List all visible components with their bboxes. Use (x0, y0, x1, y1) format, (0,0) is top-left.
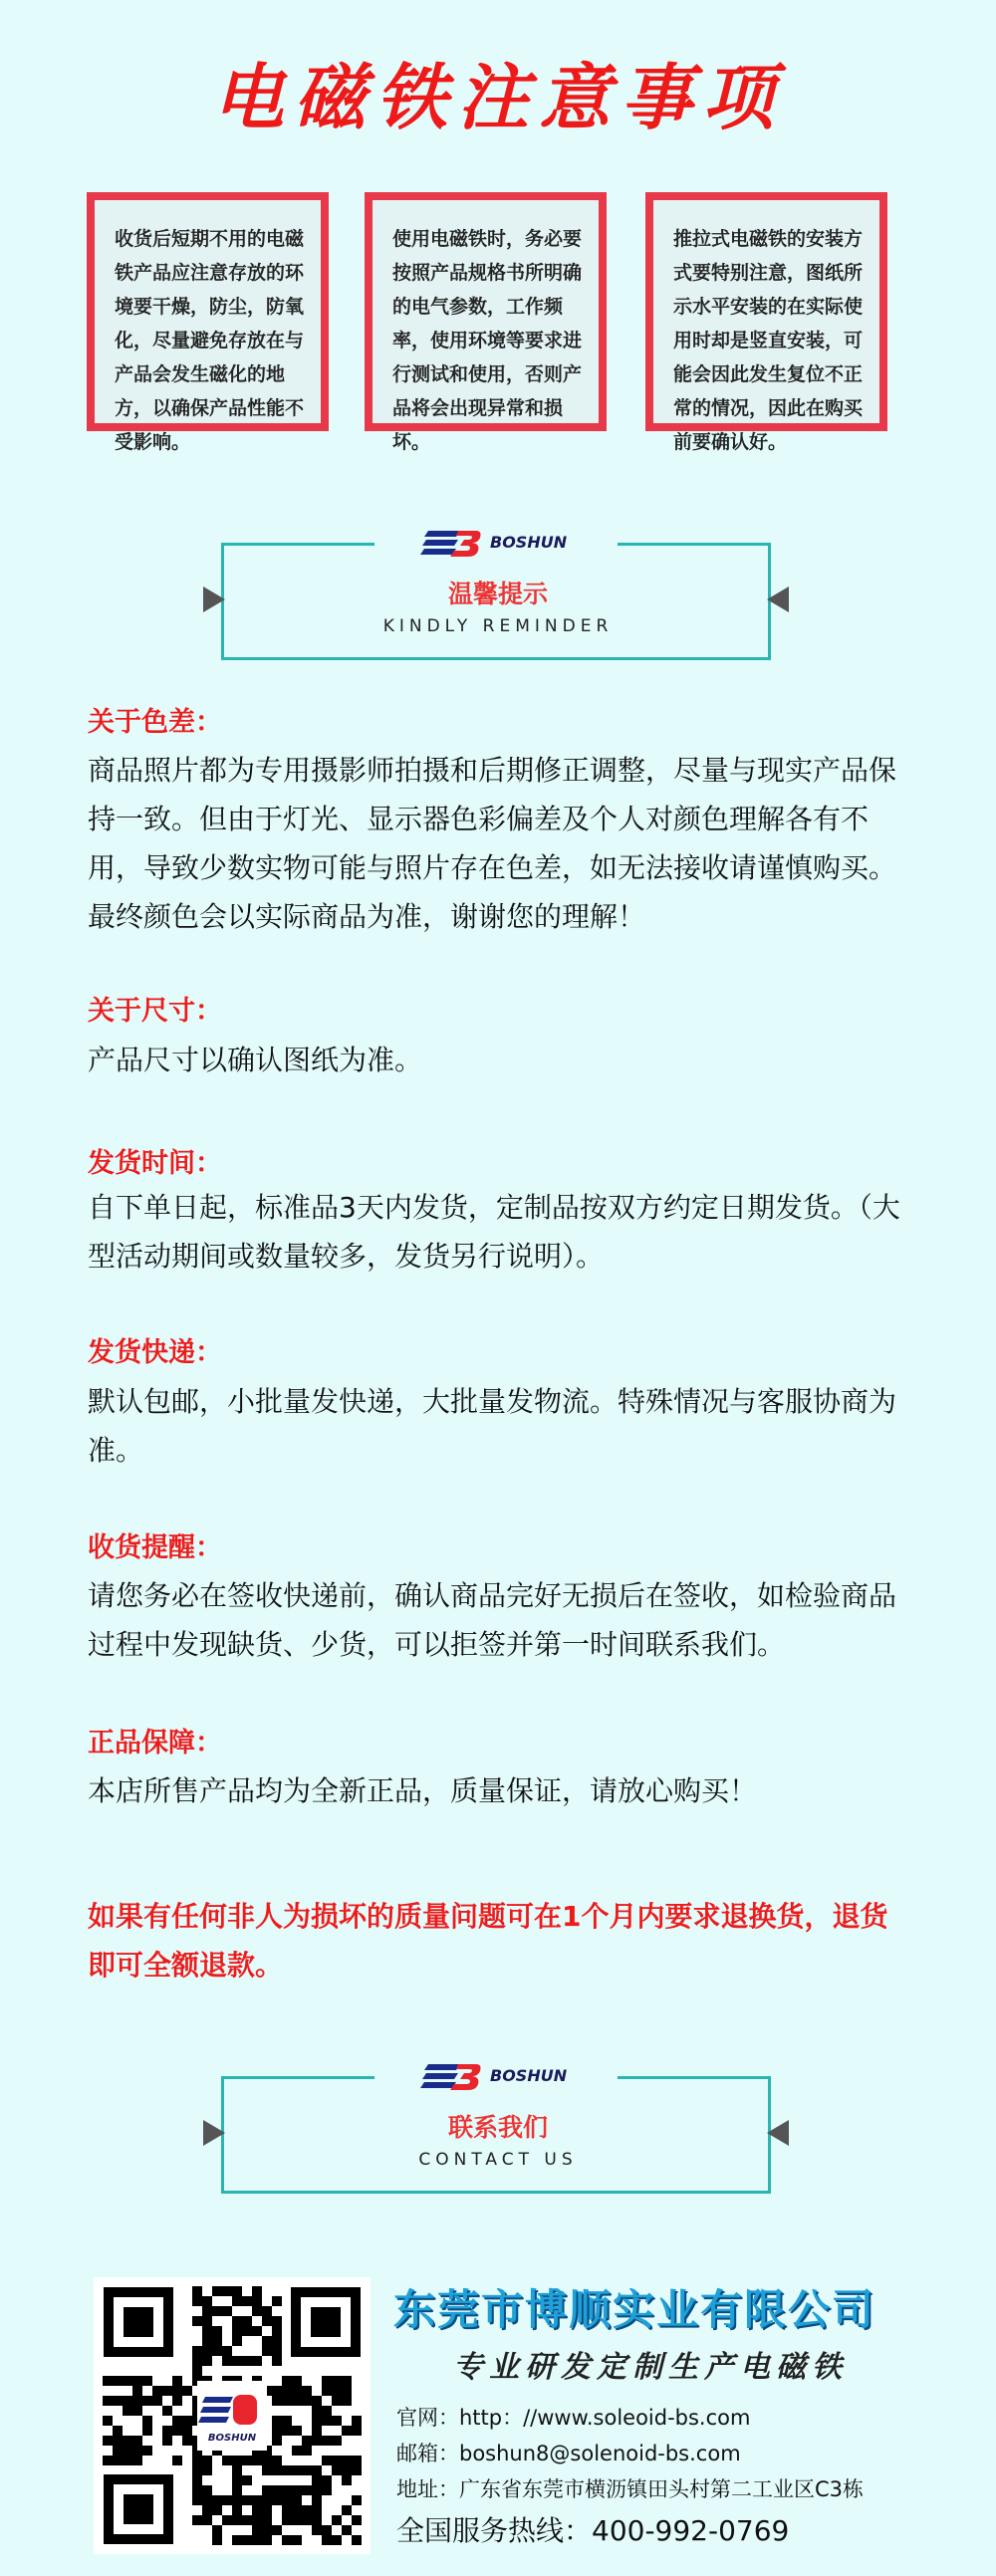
section-heading: 收货提醒： (88, 1532, 222, 1563)
section-body: 自下单日起，标准品3天内发货，定制品按双方约定日期发货。（大型活动期间或数量较多，发货另行说明）。 (88, 1191, 900, 1273)
reminder-title: 温馨提示 (447, 580, 548, 608)
service-hotline: 全国服务热线：400-992-0769 (396, 2514, 790, 2547)
return-policy-notice: 如果有任何非人为损坏的质量问题可在1个月内要求退换货，退货即可全额退款。 (88, 1900, 888, 1982)
section-body: 商品照片都为专用摄影师拍摄和后期修正调整，尽量与现实产品保持一致。但由于灯光、显示器色彩偏差及个人对颜色理解各有不用，导致少数实物可能与照片存在色差，如无法接收请谨慎购买。最终颜色会以实际商品为准，谢谢您的理解！ (88, 754, 897, 933)
address-text: 地址：广东省东莞市横沥镇田头村第二工业区C3栋 (396, 2477, 865, 2501)
contact-title: 联系我们 (447, 2113, 548, 2142)
qr-code (94, 2277, 371, 2554)
boshun-logo-icon (420, 529, 482, 559)
company-slogan: 专业研发定制生产电磁铁 (453, 2350, 848, 2385)
contact-banner (221, 2058, 775, 2176)
section-heading: 关于尺寸： (88, 996, 222, 1027)
section-heading: 关于色差： (88, 707, 222, 738)
brand-name: BOSHUN (490, 533, 568, 552)
notice-box-installation: 推拉式电磁铁的安装方式要特别注意，图纸所示水平安装的在实际使用时却是竖直安装，可能会因此发生复位不正常的情况，因此在购买前要确认好。 (645, 192, 887, 431)
brand-name: BOSHUN (490, 2066, 568, 2085)
reminder-subtitle: KINDLY REMINDER (382, 616, 614, 636)
section-body: 默认包邮，小批量发快递，大批量发物流。特殊情况与客服协商为准。 (88, 1385, 897, 1467)
section-heading: 发货快递： (88, 1337, 222, 1368)
boshun-logo (420, 2058, 580, 2094)
notice-box-usage: 使用电磁铁时，务必要按照产品规格书所明确的电气参数，工作频率，使用环境等要求进行测试和使用，否则产品将会出现异常和损坏。 (365, 192, 607, 431)
section-body: 本店所售产品均为全新正品，质量保证，请放心购买！ (88, 1774, 758, 1807)
contact-subtitle: CONTACT US (418, 2150, 578, 2170)
boshun-logo-icon (420, 2062, 482, 2092)
section-body: 产品尺寸以确认图纸为准。 (88, 1044, 423, 1076)
section-body: 请您务必在签收快递前，确认商品完好无损后在签收，如检验商品过程中发现缺货、少货，可以拒签并第一时间联系我们。 (88, 1579, 897, 1661)
page-title: 电磁铁注意事项 (211, 55, 784, 139)
email-link[interactable]: 邮箱：boshun8@solenoid-bs.com (396, 2442, 741, 2465)
reminder-banner (221, 525, 775, 642)
website-link[interactable]: 官网：http：//www.soleoid-bs.com (396, 2406, 751, 2430)
company-name: 东莞市博顺实业有限公司 (393, 2285, 876, 2334)
section-heading: 发货时间： (88, 1148, 222, 1179)
qr-code-icon (94, 2277, 371, 2554)
notice-box-storage: 收货后短期不用的电磁铁产品应注意存放的环境要干燥，防尘，防氧化，尽量避免存放在与产品会发生磁化的地方，以确保产品性能不受影响。 (87, 192, 329, 431)
section-heading: 正品保障： (88, 1728, 222, 1758)
svg-text:BOSHUN: BOSHUN (207, 2433, 257, 2444)
boshun-logo (420, 525, 580, 561)
